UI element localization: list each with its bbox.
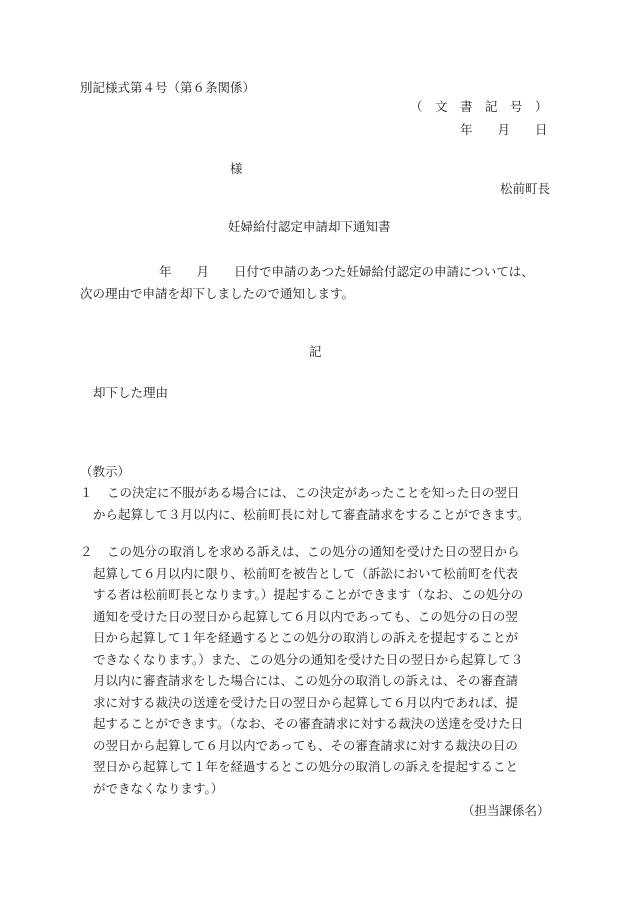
item-2-line: できなくなります。）また、この処分の通知を受けた日の翌日から起算して３ xyxy=(93,652,524,667)
item-1-number: １ xyxy=(80,485,93,500)
item-2-line: する者は松前町長となります。）提起することができます（なお、この処分の xyxy=(93,587,524,602)
item-2-line: この処分の取消しを求める訴えは、この処分の通知を受けた日の翌日から xyxy=(107,544,520,559)
recipient-suffix: 様 xyxy=(230,161,243,176)
intro-line-2: 次の理由で申請を却下しましたので通知します。 xyxy=(80,286,355,301)
kyoji-label: （教示） xyxy=(80,464,131,479)
item-1-line: から起算して３月以内に、松前町長に対して審査請求をすることができます。 xyxy=(93,507,530,522)
item-2-line: 翌日から起算して１年を経過するとこの処分の取消しの訴えを提起すること xyxy=(93,759,519,774)
form-label: 別記様式第４号（第６条関係） xyxy=(80,80,256,95)
date-line: 年 月 日 xyxy=(460,122,548,137)
intro-line-1: 年 月 日付で申請のあつた妊婦給付認定の申請については、 xyxy=(159,264,534,279)
item-2-line: 起することができます。（なお、その審査請求に対する裁決の送達を受けた日 xyxy=(93,716,524,731)
issuer: 松前町長 xyxy=(500,181,551,196)
item-1-line: この決定に不服がある場合には、この決定があったことを知った日の翌日 xyxy=(107,485,520,500)
document-number: （ 文 書 記 号 ） xyxy=(410,99,548,114)
item-2-line: 月以内に審査請求をした場合には、この処分の取消しの訴えは、その審査請 xyxy=(93,673,519,688)
item-2-line: 通知を受けた日の翌日から起算して６月以内であっても、この処分の日の翌 xyxy=(93,609,518,624)
item-2-line: 起算して６月以内に限り、松前町を被告として（訴訟において松前町を代表 xyxy=(93,566,519,581)
ki-heading: 記 xyxy=(309,344,322,359)
item-2-line: の翌日から起算して６月以内であっても、その審査請求に対する裁決の日の xyxy=(93,738,518,753)
reason-label: 却下した理由 xyxy=(93,385,169,400)
document-title: 妊婦給付認定申請却下通知書 xyxy=(228,219,391,234)
item-2-number: ２ xyxy=(80,544,93,559)
item-2-line: 日から起算して１年を経過するとこの処分の取消しの訴えを提起することが xyxy=(93,630,519,645)
item-2-line: ができなくなります。） xyxy=(93,781,224,796)
item-2-line: 求に対する裁決の送達を受けた日の翌日から起算して６月以内であれば、提 xyxy=(93,695,519,710)
contact-section-label: （担当課係名） xyxy=(462,803,550,818)
